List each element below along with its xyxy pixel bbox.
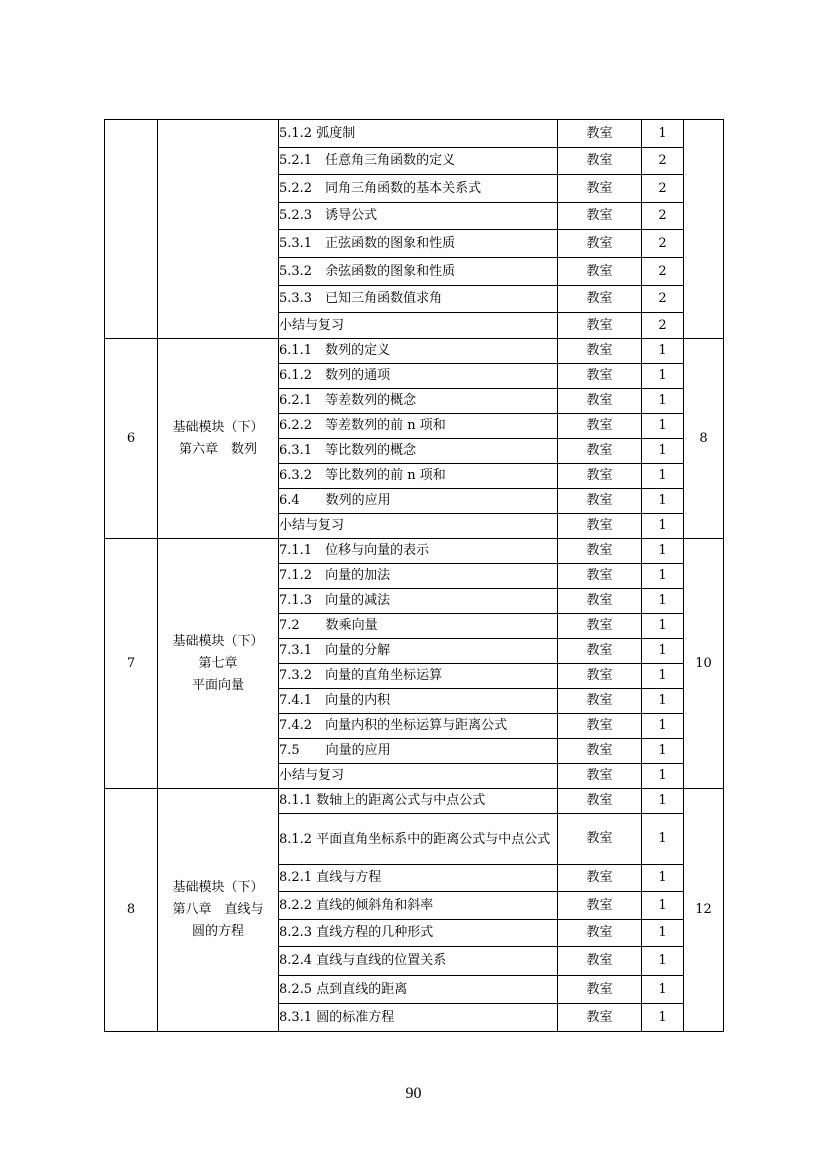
topic-cell: 小结与复习 <box>279 514 558 539</box>
topic-cell: 8.3.1 圆的标准方程 <box>279 1004 558 1032</box>
location-cell: 教室 <box>558 564 642 589</box>
location-cell: 教室 <box>558 639 642 664</box>
location-cell: 教室 <box>558 286 642 313</box>
hours-cell: 1 <box>642 865 684 892</box>
location-cell: 教室 <box>558 489 642 514</box>
topic-cell: 8.2.1 直线与方程 <box>279 865 558 892</box>
location-cell: 教室 <box>558 814 642 865</box>
topic-cell: 8.1.1 数轴上的距离公式与中点公式 <box>279 789 558 814</box>
location-cell: 教室 <box>558 203 642 230</box>
module-line: 平面向量 <box>191 677 244 693</box>
module-line: 圆的方程 <box>191 924 244 939</box>
location-cell: 教室 <box>558 689 642 714</box>
location-cell: 教室 <box>558 148 642 175</box>
hours-cell: 1 <box>642 639 684 664</box>
module-chapter-cell <box>158 339 279 539</box>
topic-cell: 5.2.2 同角三角函数的基本关系式 <box>279 175 558 203</box>
topic-cell: 8.2.4 直线与直线的位置关系 <box>279 947 558 976</box>
hours-cell: 1 <box>642 539 684 564</box>
hours-cell: 1 <box>642 1004 684 1032</box>
location-cell: 教室 <box>558 764 642 789</box>
topic-cell: 5.3.1 正弦函数的图象和性质 <box>279 230 558 258</box>
module-line: 基础模块（下） <box>172 880 264 895</box>
sequence-number-cell: 7 <box>105 539 158 789</box>
module-line: 第七章 <box>198 655 238 671</box>
schedule-table <box>104 119 724 1032</box>
hours-cell: 1 <box>642 389 684 414</box>
hours-cell: 1 <box>642 464 684 489</box>
sequence-number-cell: 6 <box>105 339 158 539</box>
hours-cell: 1 <box>642 664 684 689</box>
module-line: 基础模块（下） <box>172 633 264 649</box>
topic-cell: 小结与复习 <box>279 764 558 789</box>
hours-cell: 1 <box>642 892 684 920</box>
topic-cell: 7.1.2 向量的加法 <box>279 564 558 589</box>
location-cell: 教室 <box>558 339 642 364</box>
hours-cell: 2 <box>642 258 684 286</box>
total-hours-cell <box>684 120 724 339</box>
location-cell: 教室 <box>558 865 642 892</box>
total-hours-cell: 12 <box>684 789 724 1032</box>
hours-cell: 2 <box>642 313 684 339</box>
hours-cell: 2 <box>642 230 684 258</box>
hours-cell: 1 <box>642 689 684 714</box>
hours-cell: 1 <box>642 714 684 739</box>
topic-cell: 8.2.3 直线方程的几种形式 <box>279 920 558 947</box>
location-cell: 教室 <box>558 120 642 148</box>
hours-cell: 1 <box>642 976 684 1004</box>
location-cell: 教室 <box>558 539 642 564</box>
hours-cell: 1 <box>642 339 684 364</box>
hours-cell: 1 <box>642 489 684 514</box>
table-row <box>105 339 724 364</box>
topic-cell: 7.1.1 位移与向量的表示 <box>279 539 558 564</box>
topic-cell: 5.3.3 已知三角函数值求角 <box>279 286 558 313</box>
topic-cell: 7.4.1 向量的内积 <box>279 689 558 714</box>
hours-cell: 1 <box>642 120 684 148</box>
hours-cell: 1 <box>642 814 684 865</box>
topic-cell: 7.3.1 向量的分解 <box>279 639 558 664</box>
hours-cell: 1 <box>642 764 684 789</box>
module-line: 第八章 直线与 <box>172 902 264 917</box>
location-cell: 教室 <box>558 175 642 203</box>
topic-cell: 6.1.2 数列的通项 <box>279 364 558 389</box>
topic-cell: 8.2.2 直线的倾斜角和斜率 <box>279 892 558 920</box>
location-cell: 教室 <box>558 439 642 464</box>
topic-cell: 7.4.2 向量内积的坐标运算与距离公式 <box>279 714 558 739</box>
topic-cell: 5.1.2 弧度制 <box>279 120 558 148</box>
topic-cell: 小结与复习 <box>279 313 558 339</box>
hours-cell: 1 <box>642 364 684 389</box>
hours-cell: 1 <box>642 739 684 764</box>
hours-cell: 1 <box>642 589 684 614</box>
topic-cell: 7.3.2 向量的直角坐标运算 <box>279 664 558 689</box>
topic-cell: 8.1.2 平面直角坐标系中的距离公式与中点公式 <box>279 814 558 865</box>
location-cell: 教室 <box>558 976 642 1004</box>
location-cell: 教室 <box>558 414 642 439</box>
table-row <box>105 539 724 564</box>
location-cell: 教室 <box>558 464 642 489</box>
location-cell: 教室 <box>558 313 642 339</box>
topic-cell: 6.2.2 等差数列的前 n 项和 <box>279 414 558 439</box>
topic-cell: 7.1.3 向量的减法 <box>279 589 558 614</box>
location-cell: 教室 <box>558 714 642 739</box>
location-cell: 教室 <box>558 920 642 947</box>
location-cell: 教室 <box>558 389 642 414</box>
hours-cell: 1 <box>642 947 684 976</box>
schedule-body <box>105 120 724 1032</box>
module-chapter-cell <box>158 539 279 789</box>
location-cell: 教室 <box>558 739 642 764</box>
module-chapter-cell <box>158 120 279 339</box>
topic-cell: 6.3.2 等比数列的前 n 项和 <box>279 464 558 489</box>
location-cell: 教室 <box>558 364 642 389</box>
topic-cell: 8.2.5 点到直线的距离 <box>279 976 558 1004</box>
topic-cell: 7.2 数乘向量 <box>279 614 558 639</box>
location-cell: 教室 <box>558 892 642 920</box>
page-number: 90 <box>405 1085 422 1102</box>
location-cell: 教室 <box>558 230 642 258</box>
module-line: 第六章 数列 <box>178 441 257 457</box>
topic-cell: 5.2.3 诱导公式 <box>279 203 558 230</box>
topic-cell: 6.1.1 数列的定义 <box>279 339 558 364</box>
location-cell: 教室 <box>558 589 642 614</box>
sequence-number-cell <box>105 120 158 339</box>
hours-cell: 1 <box>642 564 684 589</box>
total-hours-cell: 10 <box>684 539 724 789</box>
location-cell: 教室 <box>558 664 642 689</box>
hours-cell: 1 <box>642 439 684 464</box>
hours-cell: 1 <box>642 614 684 639</box>
sequence-number-cell: 8 <box>105 789 158 1032</box>
topic-cell: 5.3.2 余弦函数的图象和性质 <box>279 258 558 286</box>
hours-cell: 2 <box>642 286 684 313</box>
hours-cell: 2 <box>642 148 684 175</box>
hours-cell: 2 <box>642 175 684 203</box>
table-row <box>105 120 724 148</box>
hours-cell: 2 <box>642 203 684 230</box>
hours-cell: 1 <box>642 514 684 539</box>
location-cell: 教室 <box>558 514 642 539</box>
total-hours-cell: 8 <box>684 339 724 539</box>
location-cell: 教室 <box>558 258 642 286</box>
topic-cell: 5.2.1 任意角三角函数的定义 <box>279 148 558 175</box>
topic-cell: 6.2.1 等差数列的概念 <box>279 389 558 414</box>
location-cell: 教室 <box>558 789 642 814</box>
hours-cell: 1 <box>642 920 684 947</box>
hours-cell: 1 <box>642 789 684 814</box>
location-cell: 教室 <box>558 947 642 976</box>
location-cell: 教室 <box>558 614 642 639</box>
topic-cell: 6.4 数列的应用 <box>279 489 558 514</box>
table-row <box>105 789 724 814</box>
topic-cell: 7.5 向量的应用 <box>279 739 558 764</box>
location-cell: 教室 <box>558 1004 642 1032</box>
module-line: 基础模块（下） <box>172 419 264 435</box>
module-chapter-cell <box>158 789 279 1032</box>
topic-cell: 6.3.1 等比数列的概念 <box>279 439 558 464</box>
hours-cell: 1 <box>642 414 684 439</box>
